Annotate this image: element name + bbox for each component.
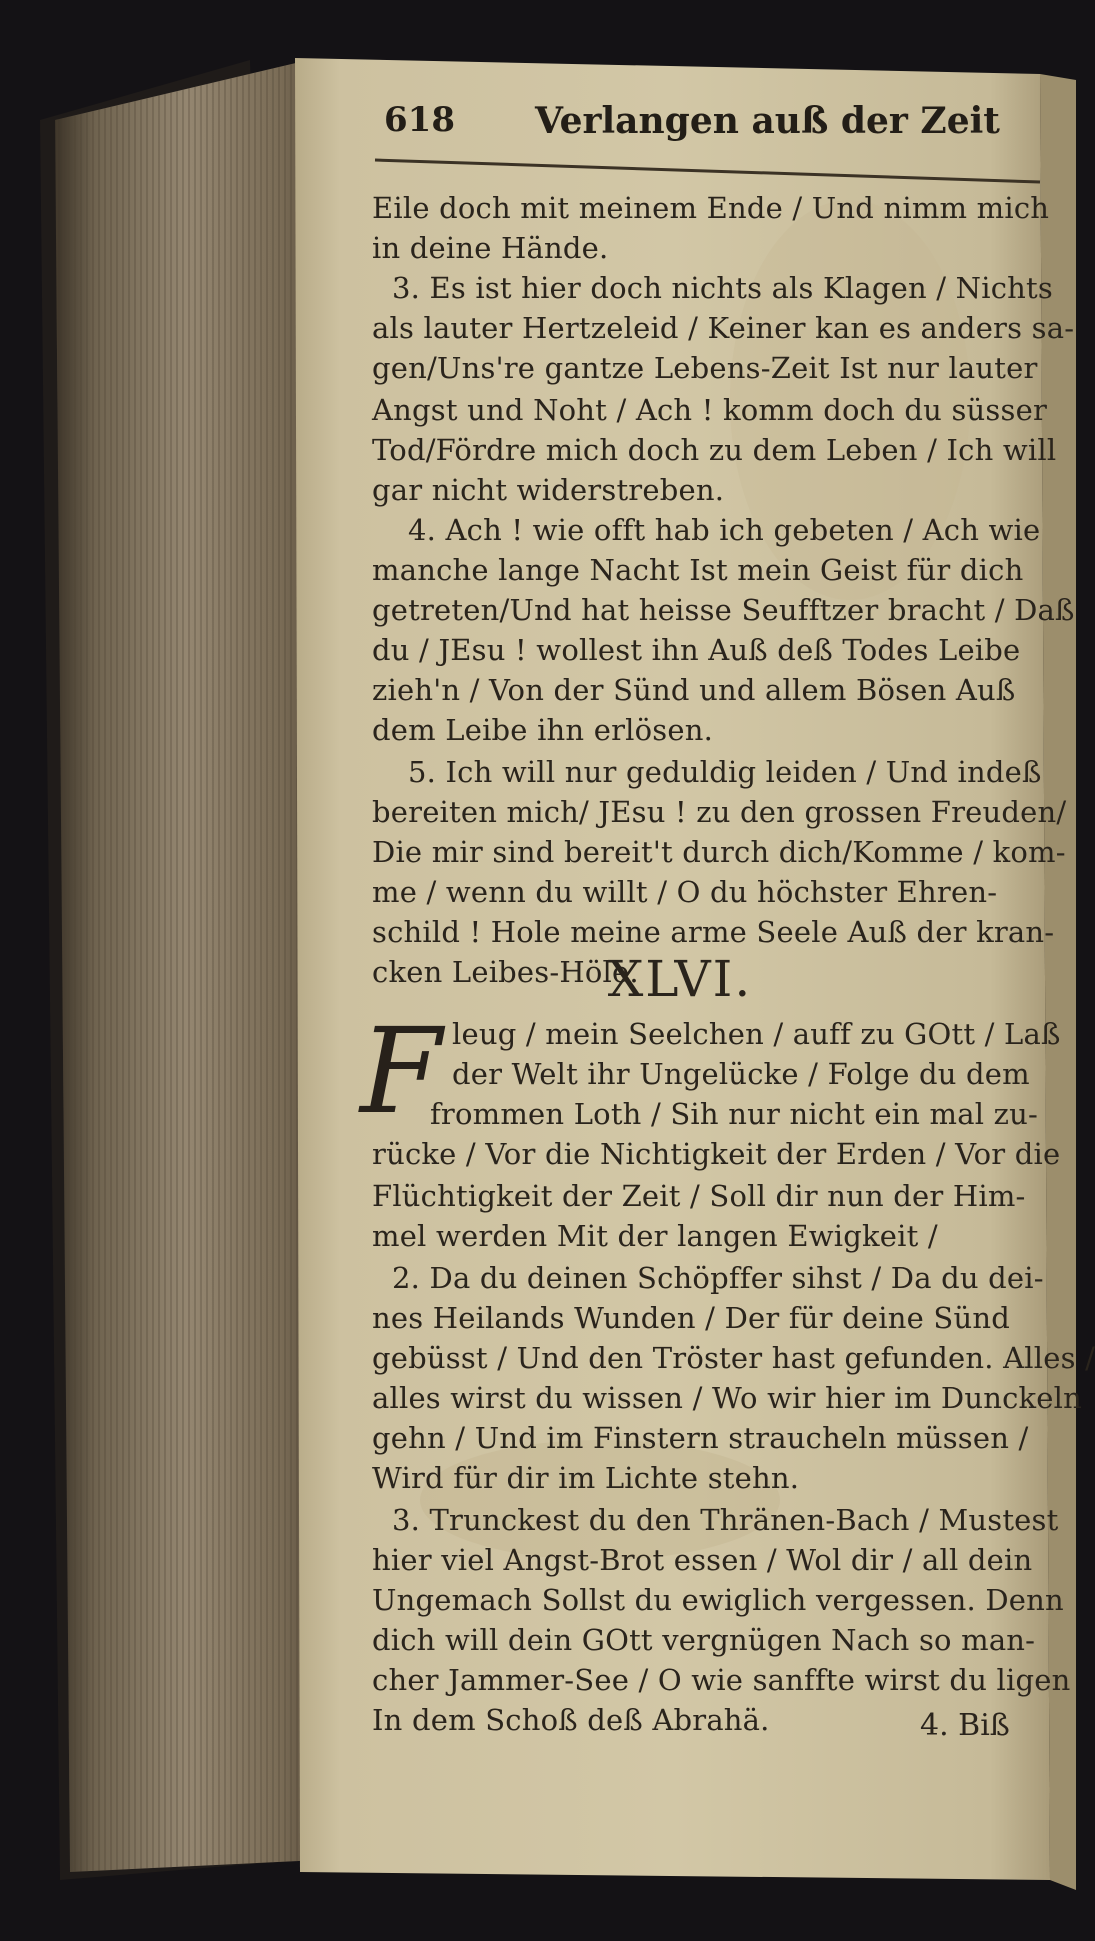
text-line: 4. Ach ! wie offt hab ich gebeten / Ach wie	[408, 513, 1041, 547]
text-line: gen/Uns're gantze Lebens-Zeit Ist nur lauter	[372, 351, 1038, 385]
text-line: 5. Ich will nur geduldig leiden / Und indeß	[408, 755, 1042, 789]
catchword: 4. Biß	[920, 1708, 1010, 1743]
text-line: leug / mein Seelchen / auff zu GOtt / Laß	[452, 1017, 1061, 1051]
text-line: Eile doch mit meinem Ende / Und nimm mich	[372, 191, 1050, 225]
text-line: als lauter Hertzeleid / Keiner kan es anders sa-	[372, 311, 1075, 345]
running-title: Verlangen auß der Zeit	[535, 100, 1000, 142]
text-line: Angst und Noht / Ach ! komm doch du süsser	[372, 393, 1048, 427]
text-line: schild ! Hole meine arme Seele Auß der kran-	[372, 915, 1055, 949]
text-line: gehn / Und im Finstern straucheln müssen /	[372, 1421, 1029, 1455]
text-line: bereiten mich/ JEsu ! zu den grossen Freuden/	[372, 795, 1067, 829]
drop-cap: F	[360, 1002, 442, 1140]
section-heading: XLVI.	[607, 950, 753, 1008]
text-line: Wird für dir im Lichte stehn.	[372, 1461, 800, 1495]
text-line: Flüchtigkeit der Zeit / Soll dir nun der Him-	[372, 1179, 1026, 1213]
text-line: zieh'n / Von der Sünd und allem Bösen Auß	[372, 673, 1016, 707]
text-line: dich will dein GOtt vergnügen Nach so man-	[372, 1623, 1036, 1657]
text-line: 3. Es ist hier doch nichts als Klagen / Nichts	[392, 271, 1053, 305]
text-line: rücke / Vor die Nichtigkeit der Erden / Vor die	[372, 1137, 1061, 1171]
text-line: me / wenn du willt / O du höchster Ehren-	[372, 875, 998, 909]
text-line: cken Leibes-Höle.	[372, 955, 639, 989]
text-line: nes Heilands Wunden / Der für deine Sünd	[372, 1301, 1010, 1335]
text-line: dem Leibe ihn erlösen.	[372, 713, 714, 747]
text-line: gar nicht widerstreben.	[372, 473, 725, 507]
text-line: du / JEsu ! wollest ihn Auß deß Todes Leibe	[372, 633, 1021, 667]
text-line: in deine Hände.	[372, 231, 609, 265]
text-line: 2. Da du deinen Schöpffer sihst / Da du dei-	[392, 1261, 1044, 1295]
text-line: gebüsst / Und den Tröster hast gefunden. Alles /	[372, 1341, 1095, 1375]
text-line: frommen Loth / Sih nur nicht ein mal zu-	[430, 1097, 1038, 1131]
text-line: der Welt ihr Ungelücke / Folge du dem	[452, 1057, 1030, 1091]
text-line: alles wirst du wissen / Wo wir hier im Dunckeln	[372, 1381, 1083, 1415]
text-line: In dem Schoß deß Abrahä.	[372, 1703, 770, 1737]
text-line: Tod/Fördre mich doch zu dem Leben / Ich will	[372, 433, 1057, 467]
text-line: cher Jammer-See / O wie sanffte wirst du ligen	[372, 1663, 1071, 1697]
text-line: getreten/Und hat heisse Seufftzer bracht / Daß	[372, 593, 1075, 627]
page-number: 618	[384, 100, 455, 140]
text-line: 3. Trunckest du den Thränen-Bach / Mustest	[392, 1503, 1059, 1537]
text-line: Ungemach Sollst du ewiglich vergessen. Denn	[372, 1583, 1064, 1617]
text-line: manche lange Nacht Ist mein Geist für dich	[372, 553, 1024, 587]
text-line: hier viel Angst-Brot essen / Wol dir / all dein	[372, 1543, 1033, 1577]
text-line: Die mir sind bereit't durch dich/Komme / kom-	[372, 835, 1066, 869]
text-line: mel werden Mit der langen Ewigkeit /	[372, 1219, 938, 1253]
